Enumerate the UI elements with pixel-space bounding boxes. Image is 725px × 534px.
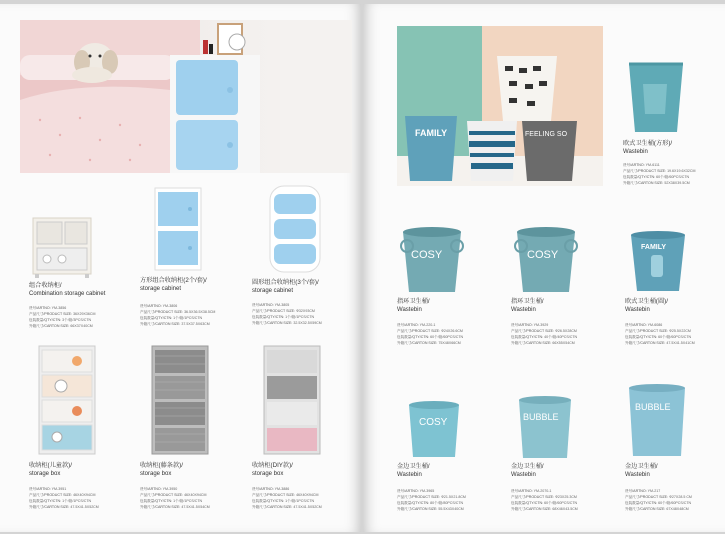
product-round-cabinet [250, 184, 360, 336]
size-label: 产品尺寸/PRODUCT SIZE: [511, 329, 555, 333]
product-gold-rim-wastebin-2 [509, 394, 619, 529]
qty-value: 1个/箱/1PCS/CTN [173, 316, 203, 320]
product-size: Φ21.5X21.8CM [441, 495, 466, 499]
size-label: 产品尺寸/PRODUCT SIZE: [623, 169, 667, 173]
art-label: 货号/ARTNO: [29, 306, 51, 310]
art-number: YM-217 [647, 489, 661, 493]
carton-label: 外箱尺寸/CARTON SIZE: [625, 507, 666, 511]
art-label: 货号/ARTNO: [140, 304, 162, 308]
bin-print: COSY [419, 417, 448, 428]
combination-cabinet-image [27, 214, 97, 280]
qty-value: 3个/箱/3PCS/CTN [62, 318, 92, 322]
gold-rim-wastebin-3-image [623, 382, 693, 460]
title-cn: 金边卫生桶/ [625, 463, 658, 470]
title-en: Wastebin [625, 307, 650, 313]
product-round-european-wastebin [621, 229, 725, 364]
qty-label: 包装数量/QTY/CTN: [252, 315, 285, 319]
qty-value: 1个/箱/1PCS/CTN [285, 499, 315, 503]
product-storage-box-diy [250, 344, 360, 524]
product-size: Φ27X28.5 CM [669, 495, 692, 499]
product-combination-cabinet [25, 214, 135, 334]
product-square-wastebin [619, 54, 725, 204]
qty-value: 1个/箱/1PCS/CTN [173, 499, 203, 503]
storage-box-rattan-image [144, 344, 214, 459]
product-title [625, 298, 668, 314]
product-size: Φ32X93CM [296, 309, 315, 313]
carton-label: 外箱尺寸/CARTON SIZE: [397, 341, 438, 345]
title-en: Wastebin [511, 472, 536, 478]
ring-wastebin-2-image [511, 224, 581, 294]
art-number: YM-3951 [51, 487, 67, 491]
storage-box-diy-image [256, 344, 326, 459]
art-label: 货号/ARTNO: [625, 489, 647, 493]
title-en: Wastebin [623, 149, 648, 155]
art-number: YM-6111 [645, 163, 660, 167]
size-label: 产品尺寸/PRODUCT SIZE: [140, 493, 184, 497]
bin-print: COSY [411, 249, 443, 261]
size-label: 产品尺寸/PRODUCT SIZE: [625, 495, 669, 499]
cup-print-family: FAMILY [415, 128, 448, 138]
carton-size: 52X38X39.5CM [664, 181, 690, 185]
qty-value: 60个/箱/60PCS/CTN [656, 175, 690, 179]
title-cn: 收纳柜(儿童款)/ [29, 462, 72, 469]
art-label: 货号/ARTNO: [252, 487, 274, 491]
square-cabinet-image [143, 186, 213, 271]
title-cn: 欧式卫生桶(圆)/ [625, 298, 668, 305]
product-title [252, 279, 319, 295]
product-gold-rim-wastebin-3 [621, 382, 725, 529]
product-spec [140, 486, 210, 510]
product-size: 36X29X36CM [73, 312, 96, 316]
product-title [511, 463, 544, 479]
product-title [623, 140, 672, 156]
carton-size: 47.5X41.5X41CM [666, 341, 695, 345]
art-number: YM-3950 [162, 487, 178, 491]
size-label: 产品尺寸/PRODUCT SIZE: [397, 329, 441, 333]
storage-box-kids-image [31, 344, 101, 459]
qty-value: 1个/箱/1PCS/CTN [285, 315, 315, 319]
title-en: Combination storage cabinet [29, 291, 106, 297]
qty-value: 40个/箱/40PCS/CTN [544, 335, 578, 339]
product-title [140, 462, 183, 478]
carton-label: 外箱尺寸/CARTON SIZE: [29, 324, 70, 328]
product-size: 46X40X94CM [184, 493, 207, 497]
product-spec [397, 322, 463, 346]
title-cn: 组合收纳柜/ [29, 282, 62, 289]
carton-label: 外箱尺寸/CARTON SIZE: [140, 505, 181, 509]
qty-value: 60个/箱/60PCS/CTN [430, 335, 464, 339]
qty-label: 包装数量/QTY/CTN: [397, 501, 430, 505]
title-cn: 圆形组合收纳柜(3个/套)/ [252, 279, 319, 286]
bedroom-scene [20, 20, 352, 173]
size-label: 产品尺寸/PRODUCT SIZE: [29, 493, 73, 497]
product-size: Φ26.5X28CM [555, 329, 577, 333]
art-label: 货号/ARTNO: [140, 487, 162, 491]
art-label: 货号/ARTNO: [252, 303, 274, 307]
title-cn: 指环卫生桶/ [397, 298, 430, 305]
product-spec [397, 488, 466, 512]
art-number: YM-3929 [533, 323, 549, 327]
product-title [511, 298, 544, 314]
title-en: Wastebin [397, 307, 422, 313]
product-square-cabinet [138, 186, 248, 336]
product-title [252, 462, 293, 478]
title-cn: 指环卫生桶/ [511, 298, 544, 305]
art-label: 货号/ARTNO: [29, 487, 51, 491]
wastebins-photo [397, 26, 603, 186]
bin-print: BUBBLE [635, 402, 671, 412]
left-page [0, 4, 361, 532]
size-label: 产品尺寸/PRODUCT SIZE: [252, 493, 296, 497]
qty-value: 60个/箱/60PCS/CTN [658, 335, 692, 339]
product-spec [623, 162, 695, 186]
carton-size: 68X46X43.5CM [552, 507, 578, 511]
gold-rim-wastebin-2-image [511, 394, 581, 462]
title-cn: 收纳柜(DIY款)/ [252, 462, 293, 469]
product-spec [140, 303, 215, 327]
qty-value: 80个/箱/80PCS/CTN [430, 501, 464, 505]
qty-label: 包装数量/QTY/CTN: [29, 318, 62, 322]
product-spec [511, 322, 577, 346]
product-size: 46X40X94CM [73, 493, 96, 497]
product-gold-rim-wastebin-1 [397, 399, 507, 529]
gold-rim-wastebin-1-image [401, 399, 471, 461]
product-title [625, 463, 658, 479]
title-en: storage box [29, 471, 61, 477]
product-size: Φ24X26.6CM [441, 329, 463, 333]
product-ring-wastebin-2 [509, 224, 619, 364]
qty-value: 60个/箱/60PCS/CTN [658, 501, 692, 505]
qty-label: 包装数量/QTY/CTN: [625, 335, 658, 339]
title-en: Wastebin [511, 307, 536, 313]
product-spec [29, 486, 99, 510]
bedroom-photo [20, 20, 352, 173]
carton-label: 外箱尺寸/CARTON SIZE: [140, 322, 181, 326]
bin-print: COSY [527, 249, 559, 261]
carton-size: 32.5X32.5X59CM [293, 321, 322, 325]
product-title [397, 463, 430, 479]
product-title [140, 277, 207, 293]
ring-wastebin-1-image [397, 224, 467, 294]
carton-size: 47.5X41.5X52CM [293, 505, 322, 509]
title-cn: 欧式卫生桶(方形)/ [623, 140, 673, 147]
carton-size: 67X48X48CM [666, 507, 689, 511]
qty-label: 包装数量/QTY/CTN: [397, 335, 430, 339]
carton-label: 外箱尺寸/CARTON SIZE: [625, 341, 666, 345]
carton-size: 75X48X66CM [438, 341, 461, 345]
size-label: 产品尺寸/PRODUCT SIZE: [140, 310, 184, 314]
art-label: 货号/ARTNO: [511, 489, 533, 493]
art-number: YM-3965 [419, 489, 435, 493]
size-label: 产品尺寸/PRODUCT SIZE: [252, 309, 296, 313]
qty-label: 包装数量/QTY/CTN: [623, 175, 656, 179]
carton-label: 外箱尺寸/CARTON SIZE: [29, 505, 70, 509]
title-en: storage cabinet [140, 286, 182, 292]
product-title [29, 282, 105, 298]
product-spec [252, 486, 322, 510]
art-label: 货号/ARTNO: [625, 323, 647, 327]
square-wastebin-image [621, 54, 691, 134]
cup-print-feeling: FEELING SO [525, 131, 568, 138]
product-spec [625, 488, 692, 512]
carton-size: 47.5X41.5X54CM [181, 505, 210, 509]
size-label: 产品尺寸/PRODUCT SIZE: [625, 329, 669, 333]
qty-label: 包装数量/QTY/CTN: [625, 501, 658, 505]
round-european-wastebin-image [623, 229, 693, 295]
carton-label: 外箱尺寸/CARTON SIZE: [252, 321, 293, 325]
art-number: YM-6086 [647, 323, 663, 327]
right-page [363, 4, 725, 532]
carton-label: 外箱尺寸/CARTON SIZE: [511, 507, 552, 511]
title-en: Wastebin [397, 472, 422, 478]
qty-label: 包装数量/QTY/CTN: [140, 499, 173, 503]
carton-label: 外箱尺寸/CARTON SIZE: [511, 341, 552, 345]
carton-size: 66X55X54CM [552, 341, 575, 345]
qty-label: 包装数量/QTY/CTN: [252, 499, 285, 503]
qty-value: 1个/箱/1PCS/CTN [62, 499, 92, 503]
product-size: 19.6X19.6X32CM [667, 169, 696, 173]
size-label: 产品尺寸/PRODUCT SIZE: [397, 495, 441, 499]
product-size: 36.5X36.5X38.5CM [184, 310, 216, 314]
art-label: 货号/ARTNO: [511, 323, 533, 327]
carton-size: 47.5X41.5X52CM [70, 505, 99, 509]
product-title [29, 462, 72, 478]
product-storage-box-kids [25, 344, 135, 524]
carton-label: 外箱尺寸/CARTON SIZE: [397, 507, 438, 511]
art-label: 货号/ARTNO: [397, 489, 419, 493]
title-cn: 收纳柜(藤条款)/ [140, 462, 183, 469]
qty-label: 包装数量/QTY/CTN: [29, 499, 62, 503]
qty-label: 包装数量/QTY/CTN: [511, 335, 544, 339]
art-number: YM-3806 [162, 304, 178, 308]
qty-label: 包装数量/QTY/CTN: [511, 501, 544, 505]
round-cabinet-image [260, 184, 330, 274]
product-spec [625, 322, 695, 346]
product-storage-box-rattan [138, 344, 248, 524]
title-en: storage box [140, 471, 172, 477]
size-label: 产品尺寸/PRODUCT SIZE: [29, 312, 73, 316]
product-size: Φ23X25.3CM [555, 495, 577, 499]
title-cn: 金边卫生桶/ [511, 463, 544, 470]
bin-print: FAMILY [641, 244, 667, 251]
title-en: storage box [252, 471, 284, 477]
art-number: YM-3805 [274, 303, 290, 307]
carton-size: 55.5X43X40CM [438, 507, 464, 511]
product-title [397, 298, 430, 314]
title-en: Wastebin [625, 472, 650, 478]
product-spec [511, 488, 578, 512]
product-size: 46X40X94CM [296, 493, 319, 497]
product-spec [252, 302, 322, 326]
art-number: YM-3856 [51, 306, 67, 310]
title-cn: 方形组合收纳柜(2个/套)/ [140, 277, 207, 284]
bin-print: BUBBLE [523, 412, 559, 422]
carton-label: 外箱尺寸/CARTON SIZE: [252, 505, 293, 509]
qty-label: 包装数量/QTY/CTN: [140, 316, 173, 320]
size-label: 产品尺寸/PRODUCT SIZE: [511, 495, 555, 499]
art-number: YM-3886 [274, 487, 290, 491]
qty-value: 60个/箱/60PCS/CTN [544, 501, 578, 505]
product-spec [29, 305, 95, 329]
art-number: YM-220-1 [419, 323, 436, 327]
art-label: 货号/ARTNO: [397, 323, 419, 327]
art-label: 货号/ARTNO: [623, 163, 645, 167]
carton-size: 37.5X37.5X63CM [181, 322, 210, 326]
wastebins-scene [397, 26, 603, 186]
title-en: storage cabinet [252, 288, 294, 294]
art-number: YM-2070-1 [533, 489, 552, 493]
carton-size: 66X37X40CM [70, 324, 93, 328]
title-cn: 金边卫生桶/ [397, 463, 430, 470]
product-ring-wastebin-1 [397, 224, 507, 364]
product-size: Φ25.5X22CM [669, 329, 691, 333]
carton-label: 外箱尺寸/CARTON SIZE: [623, 181, 664, 185]
